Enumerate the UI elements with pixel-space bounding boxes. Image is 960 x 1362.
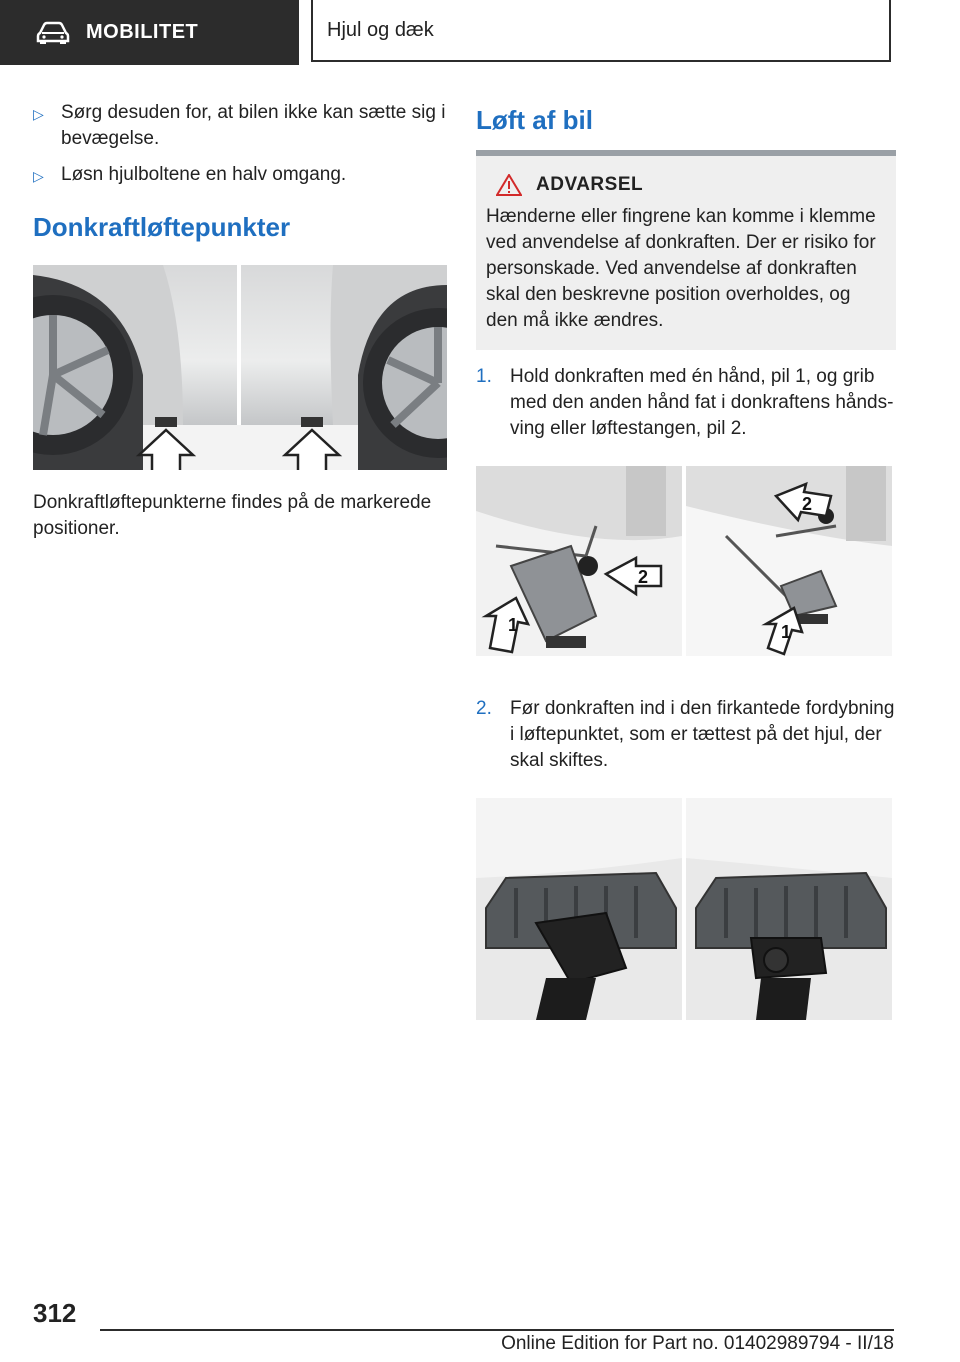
photo-caption: Donkraftløftepunkterne findes på de markerede positioner. bbox=[33, 492, 432, 539]
section-label: MOBILITET bbox=[86, 21, 199, 43]
jack-handling-illustration bbox=[476, 466, 892, 656]
step-item bbox=[476, 364, 896, 442]
step-number: 2. bbox=[476, 698, 492, 719]
arrow-label: 2 bbox=[802, 494, 813, 514]
bullet-item bbox=[33, 162, 447, 189]
bullet-text: Sørg desuden for, at bilen ikke kan sætte sig i bevægelse. bbox=[61, 102, 446, 149]
bullet-item bbox=[33, 100, 447, 152]
footer-divider bbox=[100, 1329, 894, 1331]
arrow-label: 1 bbox=[508, 615, 519, 635]
step-text: Hold donkraften med én hånd, pil 1, og grib med den anden hånd fat i donkraftens håndsving eller løftestangen, pil 2. bbox=[510, 366, 894, 439]
warning-triangle-icon bbox=[496, 174, 522, 196]
warning-box bbox=[476, 156, 896, 350]
warning-title-text: ADVARSEL bbox=[536, 174, 644, 195]
step-number: 1. bbox=[476, 366, 492, 387]
right-column bbox=[476, 100, 896, 1020]
jacking-points-photo bbox=[33, 265, 447, 470]
warning-title bbox=[486, 174, 886, 196]
bullet-text: Løsn hjulboltene en halv omgang. bbox=[61, 164, 347, 185]
edition-note: Online Edition for Part no. 01402989794 - II/18 bbox=[501, 1333, 894, 1354]
arrow-label: 1 bbox=[781, 622, 792, 642]
triangle-bullet-icon: ▷ bbox=[33, 168, 44, 184]
car-icon bbox=[36, 21, 70, 45]
chapter-tab bbox=[311, 0, 891, 62]
step-item bbox=[476, 696, 896, 774]
chapter-label: Hjul og dæk bbox=[327, 18, 434, 41]
page-number: 312 bbox=[33, 1298, 77, 1328]
triangle-bullet-icon: ▷ bbox=[33, 106, 44, 122]
warning-text: Hænderne eller fingrene kan komme i klemme ved anvendelse af donkraften. Der er risiko for personskade. Ved anvendelse af donkraften skal den beskrevne position overholdes, og den må ikke ændres. bbox=[486, 206, 876, 331]
arrow-label: 2 bbox=[638, 567, 649, 587]
step-text: Før donkraften ind i den firkantede fordybning i løftepunktet, som er tættest på det hjul, der skal skiftes. bbox=[510, 698, 895, 771]
left-column bbox=[33, 100, 447, 542]
jack-insertion-photo bbox=[476, 798, 892, 1020]
section-heading: Løft af bil bbox=[476, 104, 896, 156]
section-heading: Donkraftløftepunkter bbox=[33, 212, 291, 242]
section-tab bbox=[0, 0, 299, 65]
